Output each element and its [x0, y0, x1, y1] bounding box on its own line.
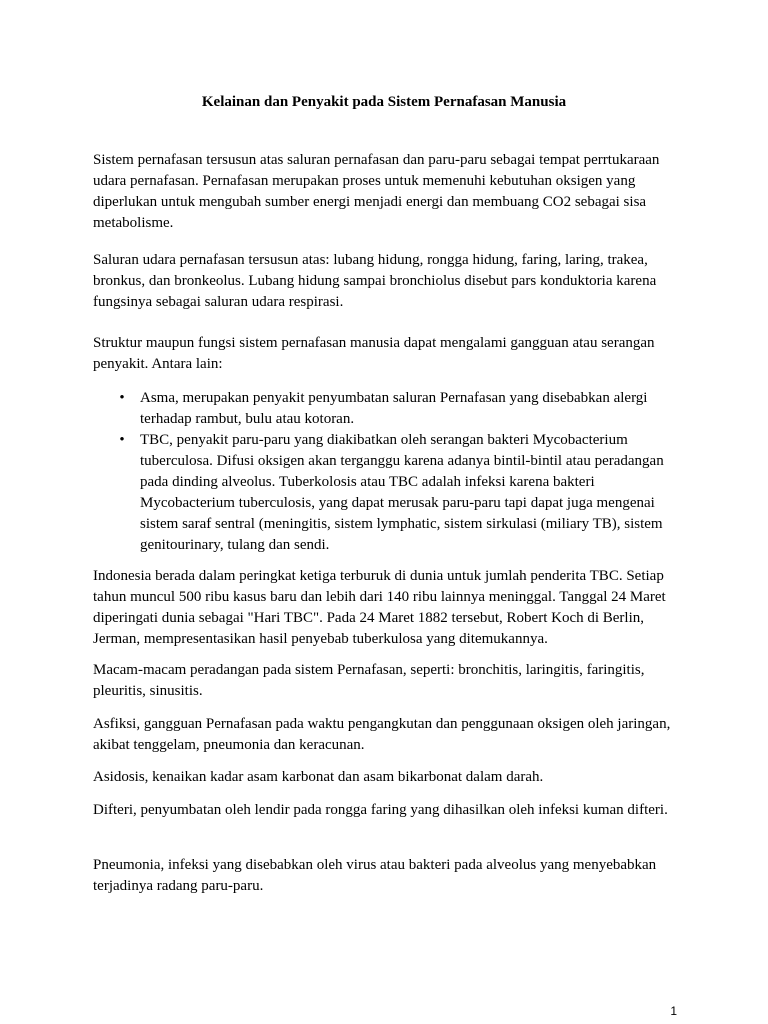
paragraph-text: Asfiksi, gangguan Pernafasan pada waktu pengangkutan dan penggunaan oksigen oleh jaringan, akibat tenggelam, pneumonia dan keracunan. [93, 716, 671, 753]
paragraph-text: Macam-macam peradangan pada sistem Pernafasan, seperti: bronchitis, laringitis, faringitis, pleuritis, sinusitis. [93, 662, 645, 699]
bullet-icon: • [119, 432, 125, 448]
paragraph-tbc-indonesia [93, 566, 681, 650]
paragraph-text: Indonesia berada dalam peringkat ketiga terburuk di dunia untuk jumlah penderita TBC. Setiap tahun muncul 500 ribu kasus baru dan lebih dari 140 ribu lainnya meninggal. Tanggal 24 Maret diperingati dunia sebagai "Hari TBC". Pada 24 Maret 1882 tersebut, Robert Koch di Berlin, Jerman, mempresentasikan hasil penyebab tuberkulosa yang ditemukannya. [93, 568, 666, 647]
list-item [93, 430, 681, 556]
list-item-text: TBC, penyakit paru-paru yang diakibatkan oleh serangan bakteri Mycobacterium tuberculosa. Difusi oksigen akan terganggu karena adanya bintil-bintil atau peradangan pada dinding alveolus. Tuberkolosis atau TBC adalah infeksi karena bakteri Mycobacterium tuberculosis, yang dapat merusak paru-paru tapi dapat juga mengenai sistem saraf sentral (meningitis, sistem lymphatic, sistem sirkulasi (miliary TB), sistem genitourinary, tulang dan sendi. [140, 432, 664, 553]
document-title: Kelainan dan Penyakit pada Sistem Pernafasan Manusia [201, 94, 567, 110]
paragraph-text: Asidosis, kenaikan kadar asam karbonat dan asam bikarbonat dalam darah. [93, 769, 544, 785]
list-item-text: Asma, merupakan penyakit penyumbatan saluran Pernafasan yang disebabkan alergi terhadap rambut, bulu atau kotoran. [140, 390, 648, 427]
paragraph-text: Pneumonia, infeksi yang disebabkan oleh virus atau bakteri pada alveolus yang menyebabkan terjadinya radang paru-paru. [93, 857, 657, 894]
disease-bullet-list [93, 388, 681, 556]
paragraph-asfiksi [93, 714, 681, 756]
paragraph-text: Struktur maupun fungsi sistem pernafasan manusia dapat mengalami gangguan atau serangan penyakit. Antara lain: [93, 335, 655, 372]
bullet-icon: • [119, 390, 125, 406]
paragraph-difteri [93, 800, 681, 821]
paragraph-text: Difteri, penyumbatan oleh lendir pada rongga faring yang dihasilkan oleh infeksi kuman difteri. [93, 802, 668, 818]
list-item [93, 388, 681, 430]
paragraph-asidosis [93, 767, 681, 788]
paragraph-text: Saluran udara pernafasan tersusun atas: lubang hidung, rongga hidung, faring, laring, trakea, bronkus, dan bronkeolus. Lubang hidung sampai bronchiolus disebut pars konduktoria karena fungsinya sebagai saluran udara respirasi. [93, 252, 657, 310]
paragraph-pneumonia [93, 855, 681, 897]
paragraph-text: Sistem pernafasan tersusun atas saluran pernafasan dan paru-paru sebagai tempat perrtukaraan udara pernafasan. Pernafasan merupakan proses untuk memenuhi kebutuhan oksigen yang diperlukan untuk mengubah sumber energi menjadi energi dan membuang CO2 sebagai sisa metabolisme. [93, 152, 660, 231]
paragraph-intro-1 [93, 150, 681, 234]
page-number: 1 [670, 1004, 677, 1018]
paragraph-peradangan [93, 660, 681, 702]
paragraph-intro-3 [93, 333, 681, 375]
paragraph-intro-2 [93, 250, 681, 313]
